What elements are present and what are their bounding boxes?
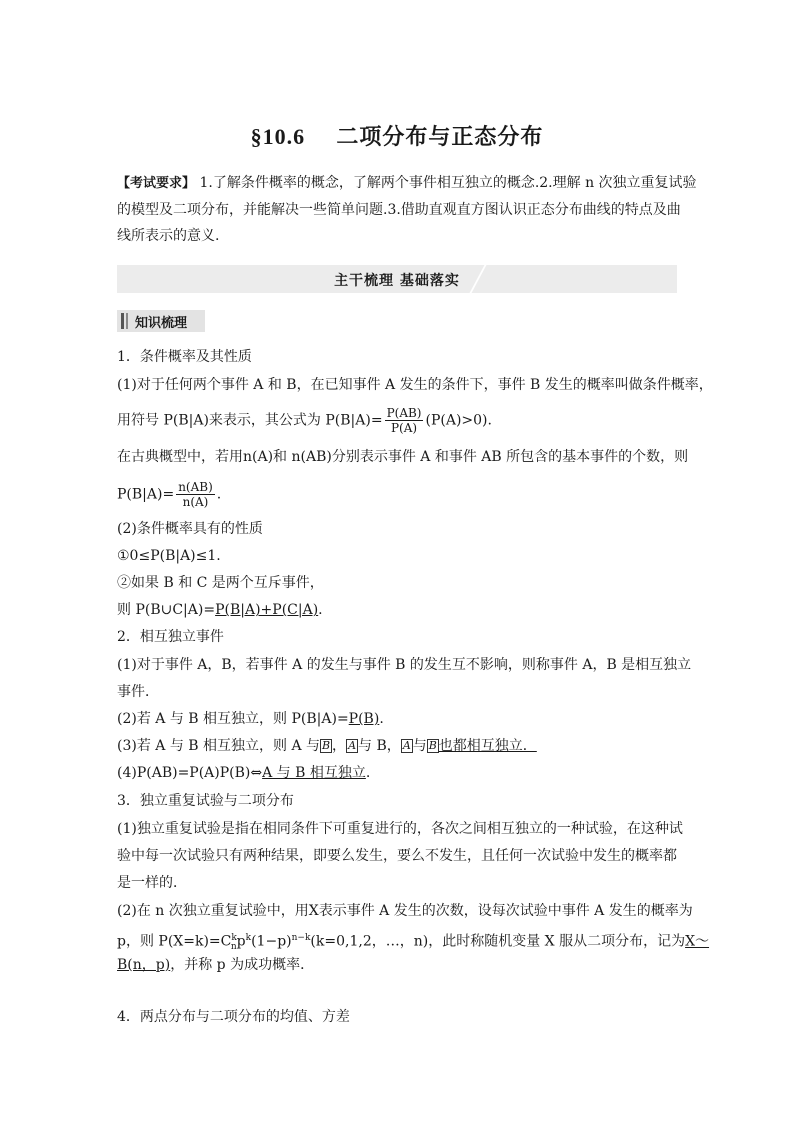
tag-text: 知识梳理 [135,316,188,331]
frac-denominator: P(A) [390,421,418,435]
s1-formula-line [117,406,677,435]
classical-fraction [176,480,215,509]
s2-p2-answer: P(B) [348,711,380,727]
s2-heading: 2．相互独立事件 [117,629,224,645]
s3-p2c-answer: B(n，p) [117,957,171,973]
s1-heading: 1．条件概率及其性质 [117,349,252,365]
section-banner [117,265,677,293]
s1-p6-post: . [318,602,323,618]
complement-b-box-2: B [428,739,437,752]
s4-heading: 4．两点分布与二项分布的均值、方差 [117,1009,350,1025]
s3-p2a: (2)在 n 次独立重复试验中，用X表示事件 A 发生的次数，设每次试验中事件 A 发生的概率为 [117,903,693,919]
s3-p2b-answer: X～ [685,933,710,950]
s2-p2-post: . [379,711,384,727]
complement-b-box: B [322,739,331,752]
s3-p2b-mid2: (1−p) [251,933,292,950]
frac-denominator-2: n(A) [182,495,209,509]
s3-p1c: 是一样的． [117,875,187,891]
complement-a-box: A [346,739,358,753]
s2-p4 [117,763,677,783]
s3-p2b-pre: p，则 P(X=k)=C [117,933,232,950]
exam-requirements [117,170,697,249]
tag-bar-icon [121,313,124,329]
banner-text: 主干梳理 基础落实 [334,273,460,289]
s2-p3-mid1: ， [332,738,347,754]
s1-p3: (2)条件概率具有的性质 [117,521,263,537]
s3-sup-nk: n−k [291,933,311,943]
s2-p1b: 事件． [117,684,159,700]
s1-classical-formula [117,480,677,509]
requirements-line-3: 线所表示的意义. [117,228,220,244]
frac-numerator: P(AB) [386,406,422,420]
s2-p4-answer: A 与 B 相互独立 [262,765,366,781]
requirements-line-1: 1.了解条件概率的概念，了解两个事件相互独立的概念.2.理解 n 次独立重复试验 [199,175,697,191]
s1-p4: ①0≤P(B|A)≤1. [117,548,221,564]
s1-p6-pre: 则 P(B∪C|A)= [117,602,216,618]
s3-p2c [117,955,677,975]
s1-p1a: (1)对于任何两个事件 A 和 B，在已知事件 A 发生的条件下，事件 B 发生的概率叫做条件概率， [117,377,713,393]
complement-a-box-2: A [401,739,413,753]
s2-p3-post: 也都相互独立． [438,738,537,754]
s3-sub-n: n [230,942,237,953]
s3-p2b-post: (k=0,1,2，…，n)，此时称随机变量 X 服从二项分布，记为 [310,933,686,950]
s1-p1b-pre: 用符号 P(B|A)来表示，其公式为 P(B|A)= [117,412,383,429]
s1-p2b-pre: P(B|A)= [117,486,175,503]
tag-bar-icon-2 [126,313,128,329]
s1-p1b-post: (P(A)>0). [425,412,492,429]
s2-p2 [117,709,677,729]
s1-p6-answer: P(B|A)+P(C|A) [215,602,319,618]
s1-p6 [117,600,677,620]
section-number: §10.6 [250,124,306,149]
frac-numerator-2: n(AB) [178,480,213,494]
s3-heading: 3．独立重复试验与二项分布 [117,793,294,809]
knowledge-tag [117,310,205,332]
s3-p2b [117,928,710,957]
s1-p2b-post: . [216,486,222,503]
s2-p3-mid2: 与 B， [358,738,401,754]
s3-sup-k-2: k [245,933,252,943]
section-title: 二项分布与正态分布 [336,125,544,150]
s3-p1b: 验中每一次试验只有两种结果，即要么发生，要么不发生，且任何一次试验中发生的概率都 [117,848,677,864]
s2-p3-mid3: 与 [412,738,427,754]
s2-p1a: (1)对于事件 A，B，若事件 A 的发生与事件 B 的发生互不影响，则称事件 A，B 是相互独立 [117,657,692,673]
s3-p1a: (1)独立重复试验是指在相同条件下可重复进行的，各次之间相互独立的一种试验，在这种试 [117,821,683,837]
s2-p2-pre: (2)若 A 与 B 相互独立，则 P(B|A)= [117,711,349,727]
s3-sup-k: k [231,933,237,943]
page-title [0,120,794,151]
s1-p5: ②如果 B 和 C 是两个互斥事件， [117,575,324,591]
s3-p2b-mid: p [236,933,246,950]
s2-p3 [117,736,677,756]
s2-p3-pre: (3)若 A 与 B 相互独立，则 A 与 [117,738,321,754]
s2-p4-post: . [365,765,371,781]
s1-p2a: 在古典概型中，若用n(A)和 n(AB)分别表示事件 A 和事件 AB 所包含的基本事件的个数，则 [117,449,689,465]
s2-p4-pre: (4)P(AB)=P(A)P(B)⇔ [117,765,263,781]
requirements-line-2: 的模型及二项分布，并能解决一些简单问题.3.借助直观直方图认识正态分布曲线的特点及曲 [117,202,681,218]
s3-p2c-post: ，并称 p 为成功概率． [170,957,315,973]
conditional-probability-fraction [385,406,424,435]
requirements-label: 【考试要求】 [117,176,196,191]
